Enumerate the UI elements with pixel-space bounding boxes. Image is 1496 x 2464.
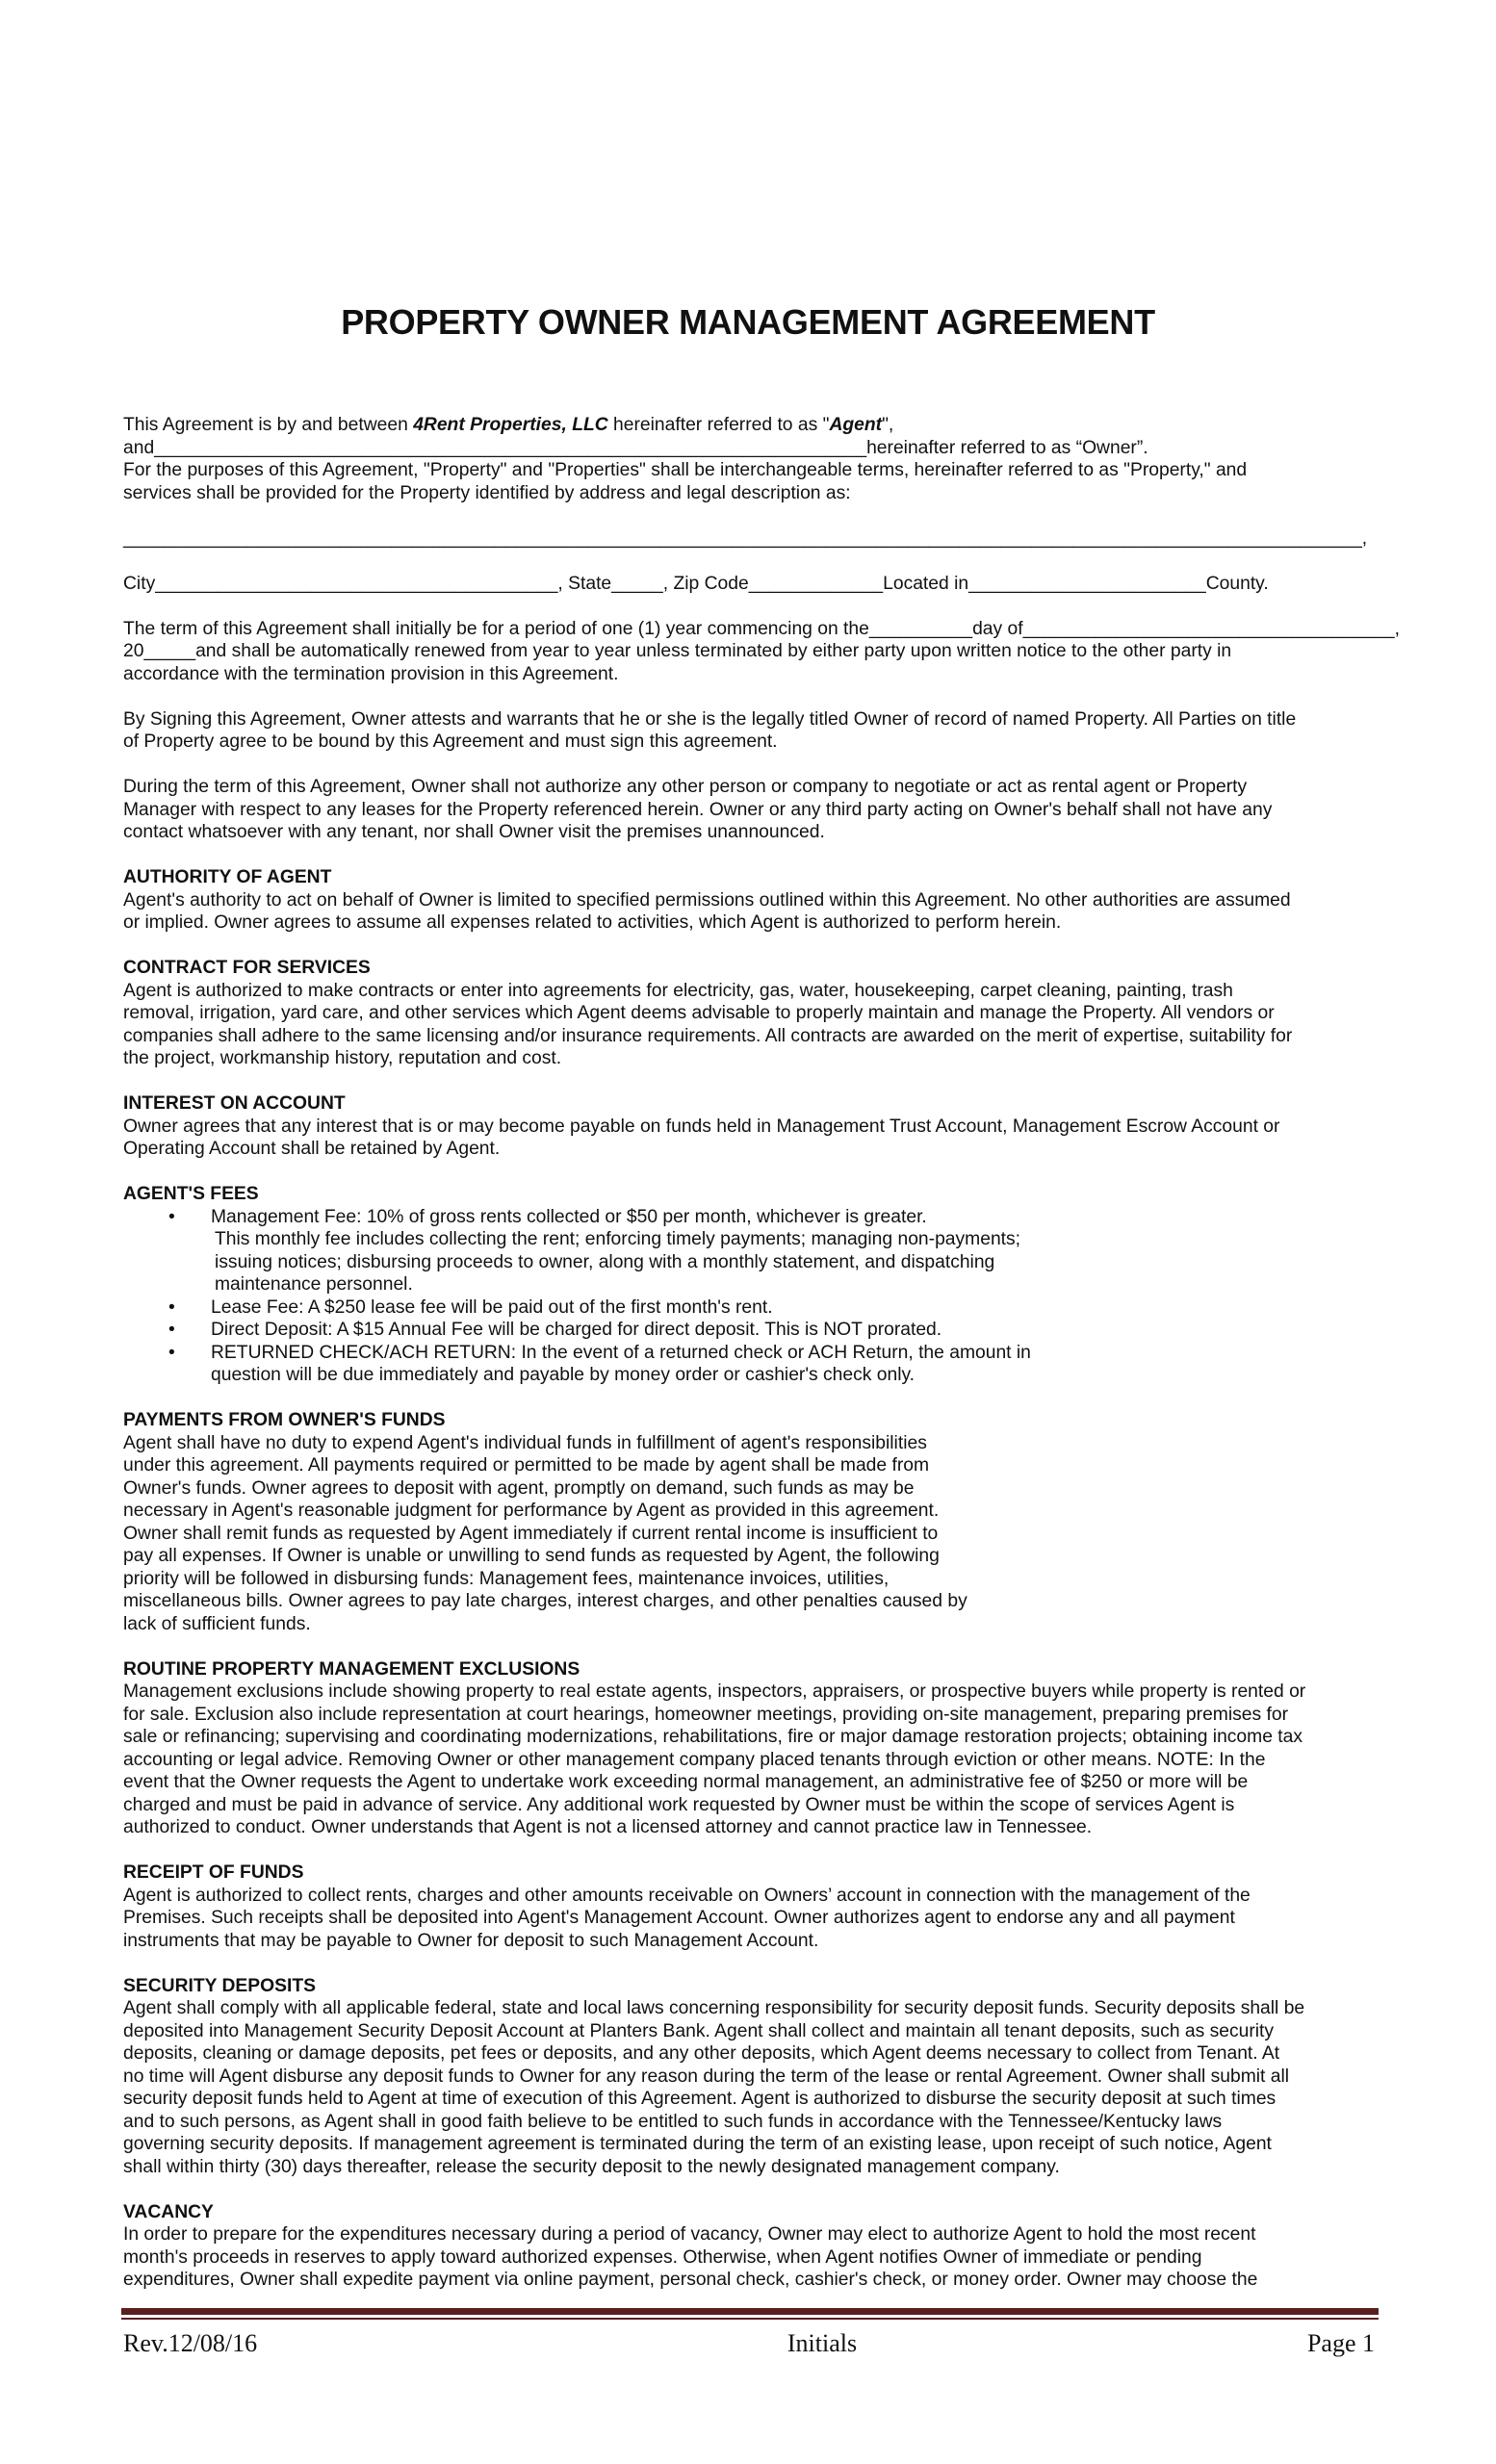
text-line: accordance with the termination provision in this Agreement. xyxy=(123,663,619,684)
text-line: and_____________________________________________________________________hereinafter referred to as “Owner”. xyxy=(123,437,1148,458)
paragraph xyxy=(123,618,1401,686)
text-line: Operating Account shall be retained by Agent. xyxy=(123,1139,501,1159)
bullet-text-line: Lease Fee: A $250 lease fee will be paid out of the first month's rent. xyxy=(211,1296,773,1318)
text-line: During the term of this Agreement, Owner shall not authorize any other person or company to negotiate or act as rental agent or Property xyxy=(123,777,1248,797)
bullet-text-line: Management Fee: 10% of gross rents collected or $50 per month, whichever is greater. xyxy=(211,1206,927,1227)
text-line: By Signing this Agreement, Owner attests and warrants that he or she is the legally titled Owner of record of named Property. All Parties on title xyxy=(123,708,1297,730)
text-line: security deposit funds held to Agent at time of execution of this Agreement. Agent is authorized to disburse the security deposit at such times xyxy=(123,2089,1277,2109)
text-line: For the purposes of this Agreement, "Property" and "Properties" shall be interchangeable terms, hereinafter referred to as "Property," and xyxy=(123,460,1248,480)
text-line: priority will be followed in disbursing funds: Management fees, maintenance invoices, utilities, xyxy=(123,1568,890,1589)
revision-date: Rev.12/08/16 xyxy=(123,2329,258,2357)
text-line: under this agreement. All payments required or permitted to be made by agent shall be made from xyxy=(123,1455,930,1476)
footer-rule xyxy=(121,2308,1379,2315)
section-heading: AGENT'S FEES xyxy=(123,1184,259,1204)
paragraph xyxy=(123,708,1384,754)
text-line: Agent is authorized to make contracts or enter into agreements for electricity, gas, water, housekeeping, carpet cleaning, painting, trash xyxy=(123,980,1233,1001)
bullet-text-line: question will be due immediately and payable by money order or cashier's check only. xyxy=(211,1365,916,1385)
bullet-icon: • xyxy=(168,1206,175,1227)
text-line: Agent's authority to act on behalf of Owner is limited to specified permissions outlined within this Agreement. No other authorities are assumed xyxy=(123,889,1291,911)
text-line: sale or refinancing; supervising and coordinating modernizations, rehabilitations, fire or major damage restoration projects; obtaining income tax xyxy=(123,1727,1303,1747)
paragraph xyxy=(123,527,1384,551)
section-heading: SECURITY DEPOSITS xyxy=(123,1975,316,1996)
text-line: and to such persons, as Agent shall in good faith believe to be entitled to such funds in accordance with the Tennessee/Kentucky laws xyxy=(123,2111,1223,2132)
text-line: Agent is authorized to collect rents, charges and other amounts receivable on Owners’ account in connection with the management of the xyxy=(123,1885,1251,1906)
text-line: deposited into Management Security Deposit Account at Planters Bank. Agent shall collect and maintain all tenant deposits, such as security xyxy=(123,2020,1275,2041)
text-line: Premises. Such receipts shall be deposited into Agent's Management Account. Owner authorizes agent to endorse any and all payment xyxy=(123,1908,1235,1928)
text-line: Management exclusions include showing property to real estate agents, inspectors, appraisers, or prospective buyers while property is rented or xyxy=(123,1681,1306,1702)
bullet-item xyxy=(123,1296,1384,1320)
bullet-icon: • xyxy=(168,1320,175,1340)
text-line: deposits, cleaning or damage deposits, pet fees or deposits, and any other deposits, which Agent deems necessary to collect from Tenant. At xyxy=(123,2043,1280,2064)
emphasis-segment: Agent xyxy=(829,415,883,435)
bullet-text-line: Direct Deposit: A $15 Annual Fee will be charged for direct deposit. This is NOT prorated. xyxy=(211,1320,942,1340)
text-line: accounting or legal advice. Removing Owner or other management company placed tenants through eviction or other means. NOTE: In the xyxy=(123,1749,1266,1770)
text-line: contact whatsoever with any tenant, nor shall Owner visit the premises unannounced. xyxy=(123,822,825,842)
bullet-text-line: This monthly fee includes collecting the rent; enforcing timely payments; managing non-payments; xyxy=(215,1229,1021,1249)
text-line: Owner shall remit funds as requested by Agent immediately if current rental income is insufficient to xyxy=(123,1523,939,1544)
section-interest-on-account xyxy=(123,1092,1384,1161)
text-line: Manager with respect to any leases for the Property referenced herein. Owner or any third party acting on Owner's behalf shall not have any xyxy=(123,799,1273,820)
text-segment: hereinafter referred to as " xyxy=(607,415,830,435)
page-number: Page 1 xyxy=(1306,2329,1375,2357)
bullet-item xyxy=(123,1206,1384,1296)
paragraph xyxy=(123,776,1384,844)
text-line: necessary in Agent's reasonable judgment for performance by Agent as provided in this agreement. xyxy=(123,1501,940,1521)
text-line xyxy=(123,414,1384,437)
section-authority-of-agent xyxy=(123,866,1384,935)
section-security-deposits xyxy=(123,1975,1384,2179)
text-segment: ", xyxy=(882,415,894,435)
text-line: authorized to conduct. Owner understands that Agent is not a licensed attorney and cannot practice law in Tennessee. xyxy=(123,1817,1093,1837)
text-line: companies shall adhere to the same licensing and/or insurance requirements. All contracts are awarded on the merit of expertise, suitability for xyxy=(123,1025,1293,1046)
text-line: month's proceeds in reserves to apply toward authorized expenses. Otherwise, when Agent notifies Owner of immediate or pending xyxy=(123,2246,1202,2268)
text-line: City_______________________________________, State_____, Zip Code_____________Located in_______________________County. xyxy=(123,573,1269,594)
bullet-icon: • xyxy=(168,1342,175,1363)
emphasis-segment: 4Rent Properties, LLC xyxy=(413,415,608,435)
text-line: shall within thirty (30) days thereafter, release the security deposit to the newly designated management company. xyxy=(123,2156,1060,2177)
agreement-body xyxy=(123,414,1401,2314)
text-line: of Property agree to be bound by this Agreement and must sign this agreement. xyxy=(123,732,778,752)
text-line: ________________________________________________________________________________________________________________________, xyxy=(123,527,1368,549)
text-line: Owner agrees that any interest that is or may become payable on funds held in Management Trust Account, Management Escrow Account or xyxy=(123,1116,1280,1137)
text-line: instruments that may be payable to Owner for deposit to such Management Account. xyxy=(123,1930,819,1951)
section-heading: RECEIPT OF FUNDS xyxy=(123,1862,304,1883)
text-segment: This Agreement is by and between xyxy=(123,415,414,435)
section-heading: INTEREST ON ACCOUNT xyxy=(123,1093,346,1114)
initials-label: Initials xyxy=(787,2329,858,2357)
text-line: Agent shall have no duty to expend Agent's individual funds in fulfillment of agent's responsibilities xyxy=(123,1432,927,1453)
section-heading: VACANCY xyxy=(123,2201,214,2222)
section-contract-for-services xyxy=(123,957,1384,1070)
text-line: services shall be provided for the Property identified by address and legal description as: xyxy=(123,482,851,503)
document-title: PROPERTY OWNER MANAGEMENT AGREEMENT xyxy=(341,302,1155,342)
text-line: pay all expenses. If Owner is unable or unwilling to send funds as requested by Agent, the following xyxy=(123,1546,940,1566)
page-footer xyxy=(123,2327,1375,2360)
text-line: or implied. Owner agrees to assume all expenses related to activities, which Agent is authorized to perform herein. xyxy=(123,912,1062,933)
bullet-text-line: issuing notices; disbursing proceeds to owner, along with a monthly statement, and dispatching xyxy=(215,1251,995,1272)
text-line: charged and must be paid in advance of service. Any additional work requested by Owner must be within the scope of services Agent is xyxy=(123,1794,1235,1815)
section-routine-property-management-exclusions xyxy=(123,1658,1384,1839)
footer-rule-thin xyxy=(121,2318,1379,2320)
text-line: no time will Agent disburse any deposit funds to Owner for any reason during the term of the lease or rental Agreement. Owner shall submit all xyxy=(123,2066,1290,2087)
bullet-item xyxy=(123,1342,1384,1387)
text-line: Owner's funds. Owner agrees to deposit with agent, promptly on demand, such funds as may be xyxy=(123,1477,915,1499)
text-line: Agent shall comply with all applicable federal, state and local laws concerning responsibility for security deposit funds. Security deposits shall be xyxy=(123,1998,1305,2018)
section-heading: PAYMENTS FROM OWNER'S FUNDS xyxy=(123,1410,446,1430)
section-heading: CONTRACT FOR SERVICES xyxy=(123,958,371,978)
bullet-item xyxy=(123,1319,1384,1342)
text-line: expenditures, Owner shall expedite payment via online payment, personal check, cashier's check, or money order. Owner may choose the xyxy=(123,2270,1258,2290)
section-receipt-of-funds xyxy=(123,1861,1384,1952)
text-line: the project, workmanship history, reputation and cost. xyxy=(123,1048,562,1068)
text-line: governing security deposits. If management agreement is terminated during the term of an existing lease, upon receipt of such notice, Agent xyxy=(123,2134,1272,2154)
text-line: removal, irrigation, yard care, and other services which Agent deems advisable to properly maintain and manage the Property. All vendors or xyxy=(123,1003,1275,1023)
bullet-text-line: RETURNED CHECK/ACH RETURN: In the event of a returned check or ACH Return, the amount in xyxy=(211,1342,1031,1363)
section-vacancy xyxy=(123,2201,1384,2292)
text-line: The term of this Agreement shall initially be for a period of one (1) year commencing on the__________day of____________________________________, xyxy=(123,618,1401,639)
section-heading: ROUTINE PROPERTY MANAGEMENT EXCLUSIONS xyxy=(123,1658,580,1680)
text-line: for sale. Exclusion also include representation at court hearings, homeowner meetings, providing on-site management, preparing premises for xyxy=(123,1704,1289,1725)
text-line: lack of sufficient funds. xyxy=(123,1613,311,1634)
text-line: 20_____and shall be automatically renewed from year to year unless terminated by either party upon written notice to the other party in xyxy=(123,641,1232,661)
section-agent-s-fees xyxy=(123,1183,1384,1387)
paragraph xyxy=(123,414,1384,504)
text-line: event that the Owner requests the Agent to undertake work exceeding normal management, an administrative fee of $250 or more will be xyxy=(123,1772,1249,1792)
bullet-text-line: maintenance personnel. xyxy=(215,1274,413,1295)
text-line: miscellaneous bills. Owner agrees to pay late charges, interest charges, and other penalties caused by xyxy=(123,1591,967,1611)
section-payments-from-owner-s-funds xyxy=(123,1409,1384,1635)
paragraph xyxy=(123,573,1384,596)
bullet-icon: • xyxy=(168,1296,175,1318)
section-heading: AUTHORITY OF AGENT xyxy=(123,867,332,887)
text-line: In order to prepare for the expenditures necessary during a period of vacancy, Owner may elect to authorize Agent to hold the most recent xyxy=(123,2224,1256,2245)
